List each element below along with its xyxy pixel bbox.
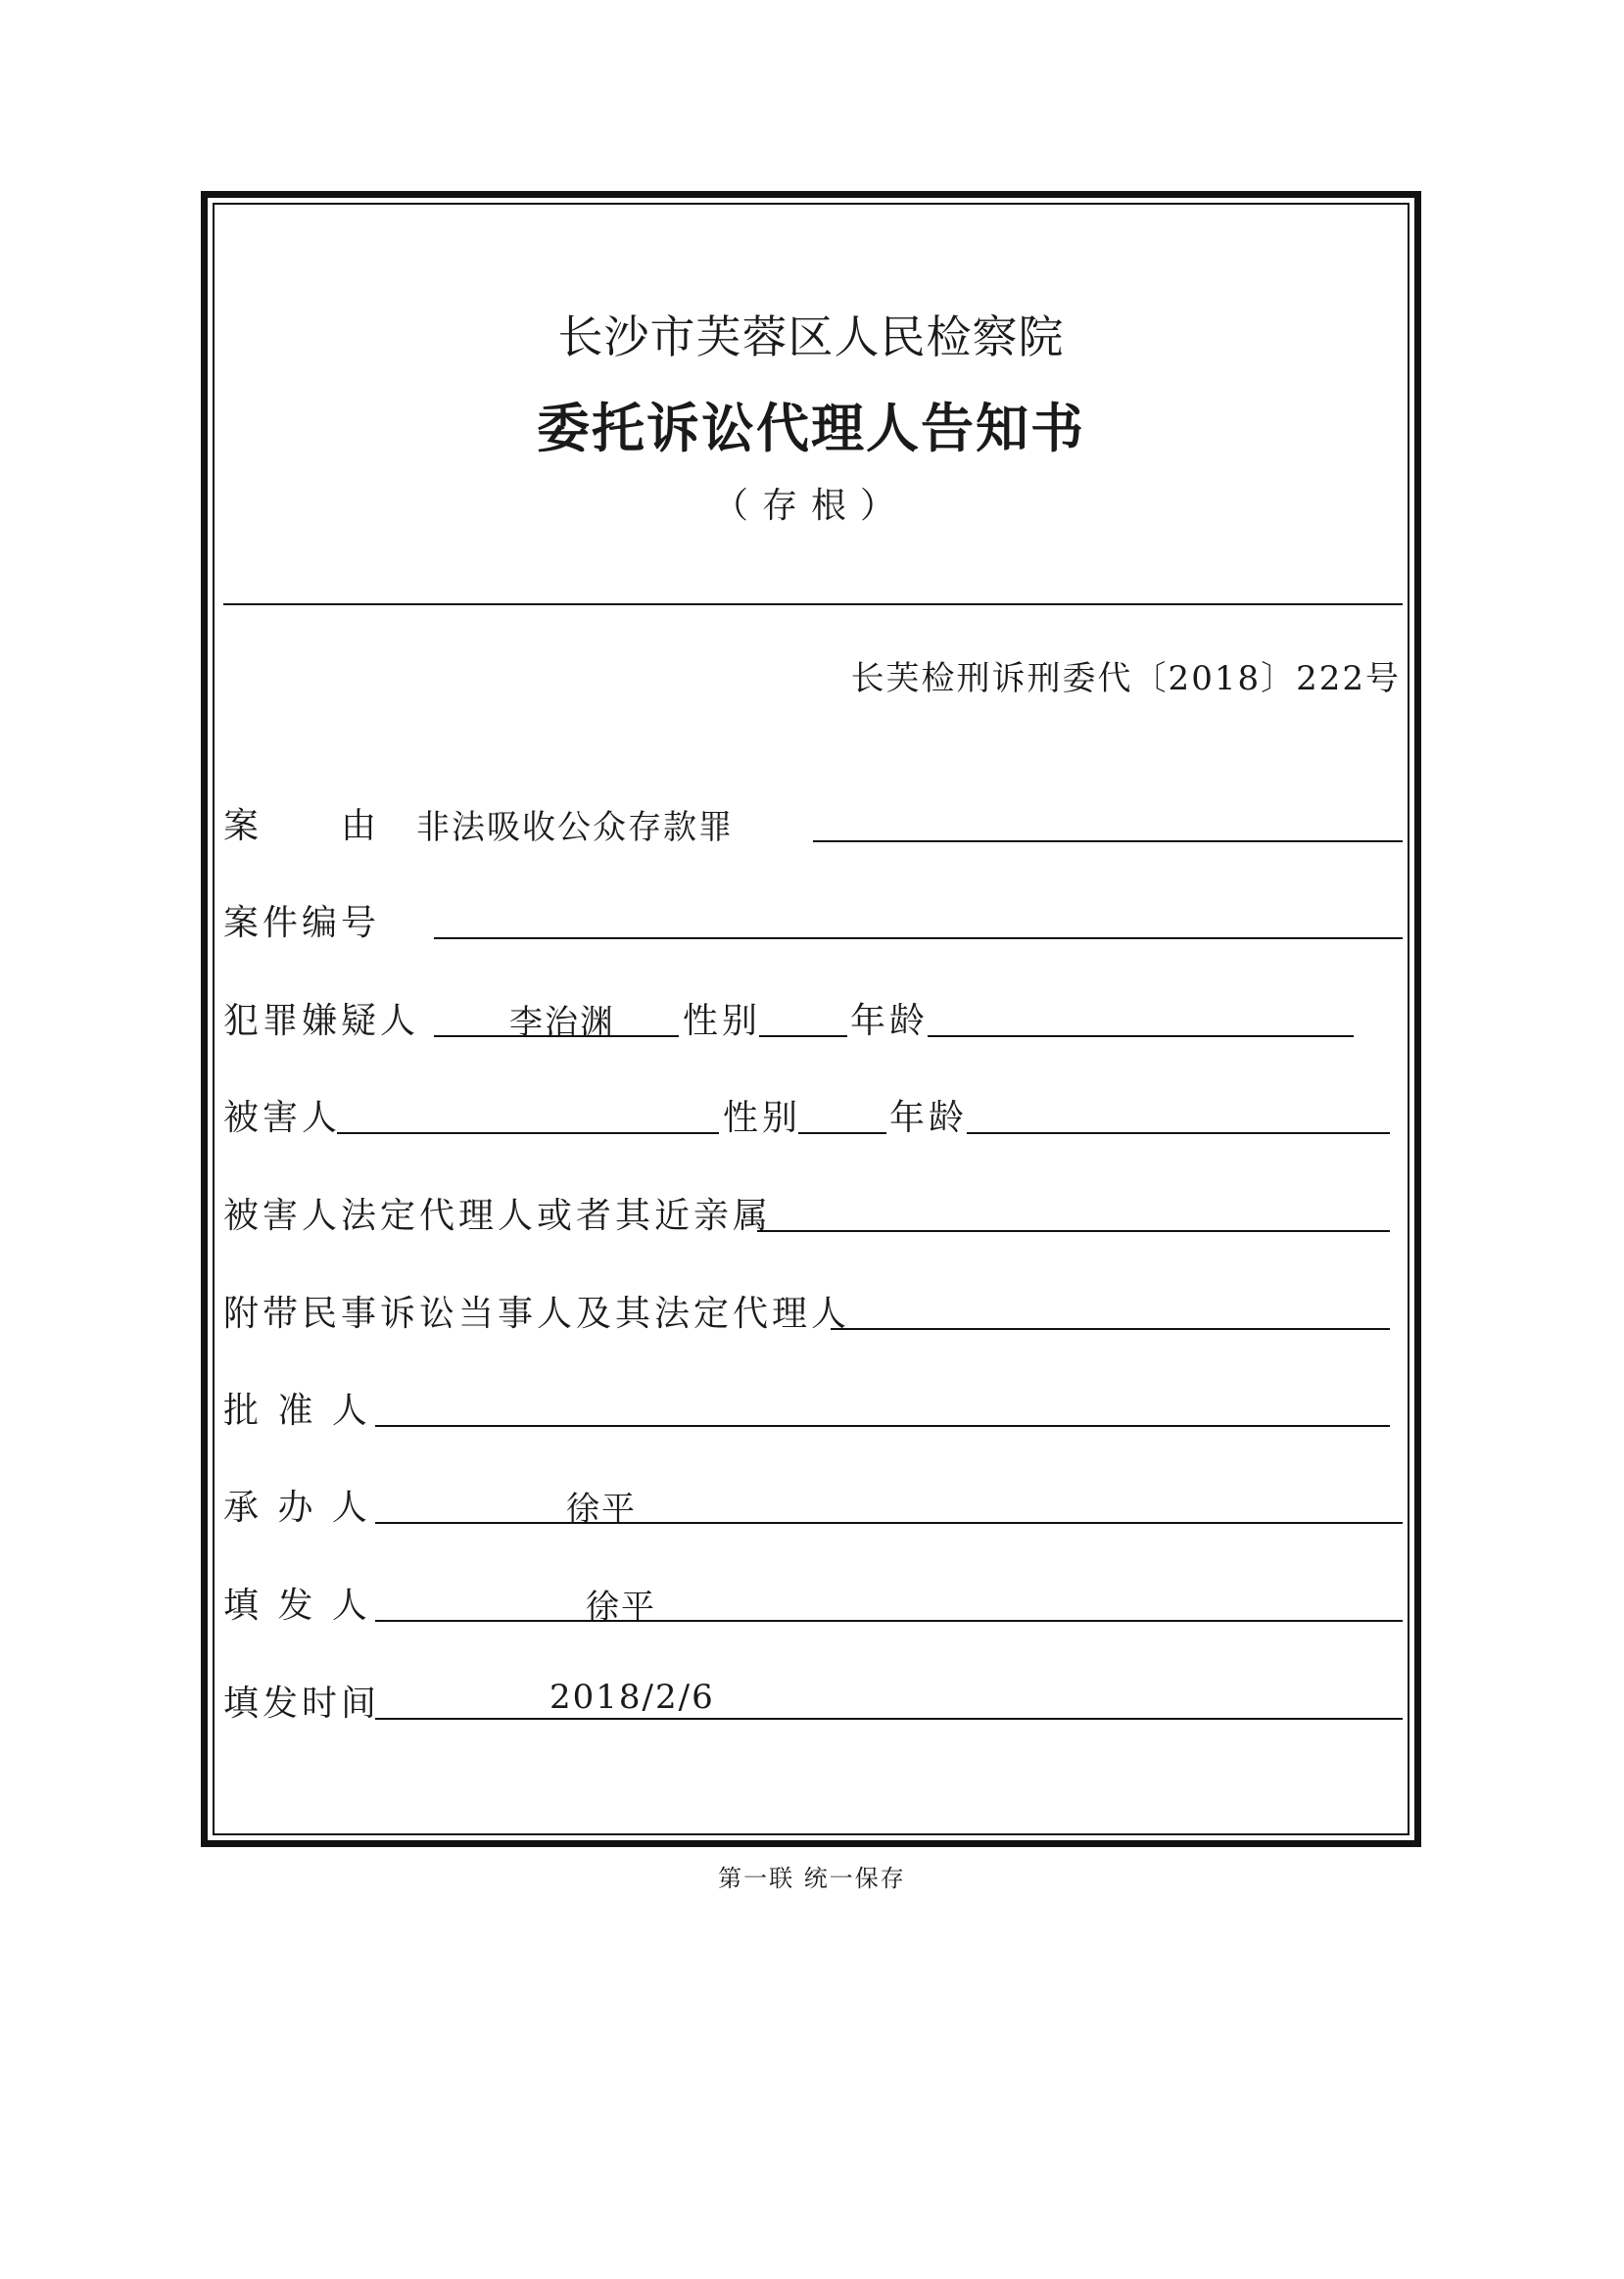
issuer-line — [375, 1620, 1403, 1622]
issuer-label: 填 发 人 — [223, 1586, 371, 1626]
handler-value: 徐平 — [566, 1490, 637, 1529]
suspect-label: 犯罪嫌疑人 — [223, 1001, 420, 1041]
handler-label: 承 办 人 — [223, 1488, 371, 1528]
issue-date-label: 填发时间 — [223, 1684, 381, 1724]
civil-party-label: 附带民事诉讼当事人及其法定代理人 — [223, 1294, 851, 1334]
victim-label: 被害人 — [223, 1098, 342, 1138]
issue-date-line — [375, 1718, 1403, 1720]
case-cause-line — [813, 840, 1403, 842]
suspect-age-line — [928, 1035, 1354, 1037]
case-number-label: 案件编号 — [223, 903, 381, 943]
victim-gender-label: 性别 — [723, 1098, 802, 1138]
suspect-gender-label: 性别 — [683, 1001, 762, 1041]
header-divider — [223, 603, 1403, 605]
victim-name-line — [337, 1132, 719, 1134]
organization-name: 长沙市芙蓉区人民检察院 — [557, 310, 1065, 363]
suspect-gender-line — [759, 1035, 847, 1037]
document-subtitle: （存根） — [712, 486, 909, 526]
civil-party-line — [831, 1328, 1390, 1330]
case-number-line — [434, 937, 1403, 939]
case-cause-value: 非法吸收公众存款罪 — [416, 808, 734, 847]
issuer-value: 徐平 — [586, 1588, 656, 1627]
victim-age-line — [967, 1132, 1390, 1134]
victim-gender-line — [798, 1132, 886, 1134]
victim-age-label: 年龄 — [889, 1098, 969, 1138]
suspect-name-value: 李治渊 — [509, 1003, 615, 1042]
handler-line — [375, 1522, 1403, 1524]
document-title: 委托诉讼代理人告知书 — [537, 397, 1085, 459]
victim-representative-line — [757, 1230, 1390, 1232]
copy-note: 第一联 统一保存 — [718, 1865, 906, 1892]
approver-line — [375, 1425, 1390, 1427]
case-cause-label: 案 由 — [223, 806, 381, 846]
victim-representative-label: 被害人法定代理人或者其近亲属 — [223, 1196, 773, 1236]
document-number: 长芙检刑诉刑委代〔2018〕222号 — [850, 659, 1401, 698]
suspect-age-label: 年龄 — [850, 1001, 930, 1041]
approver-label: 批 准 人 — [223, 1391, 371, 1431]
issue-date-value: 2018/2/6 — [549, 1678, 715, 1717]
